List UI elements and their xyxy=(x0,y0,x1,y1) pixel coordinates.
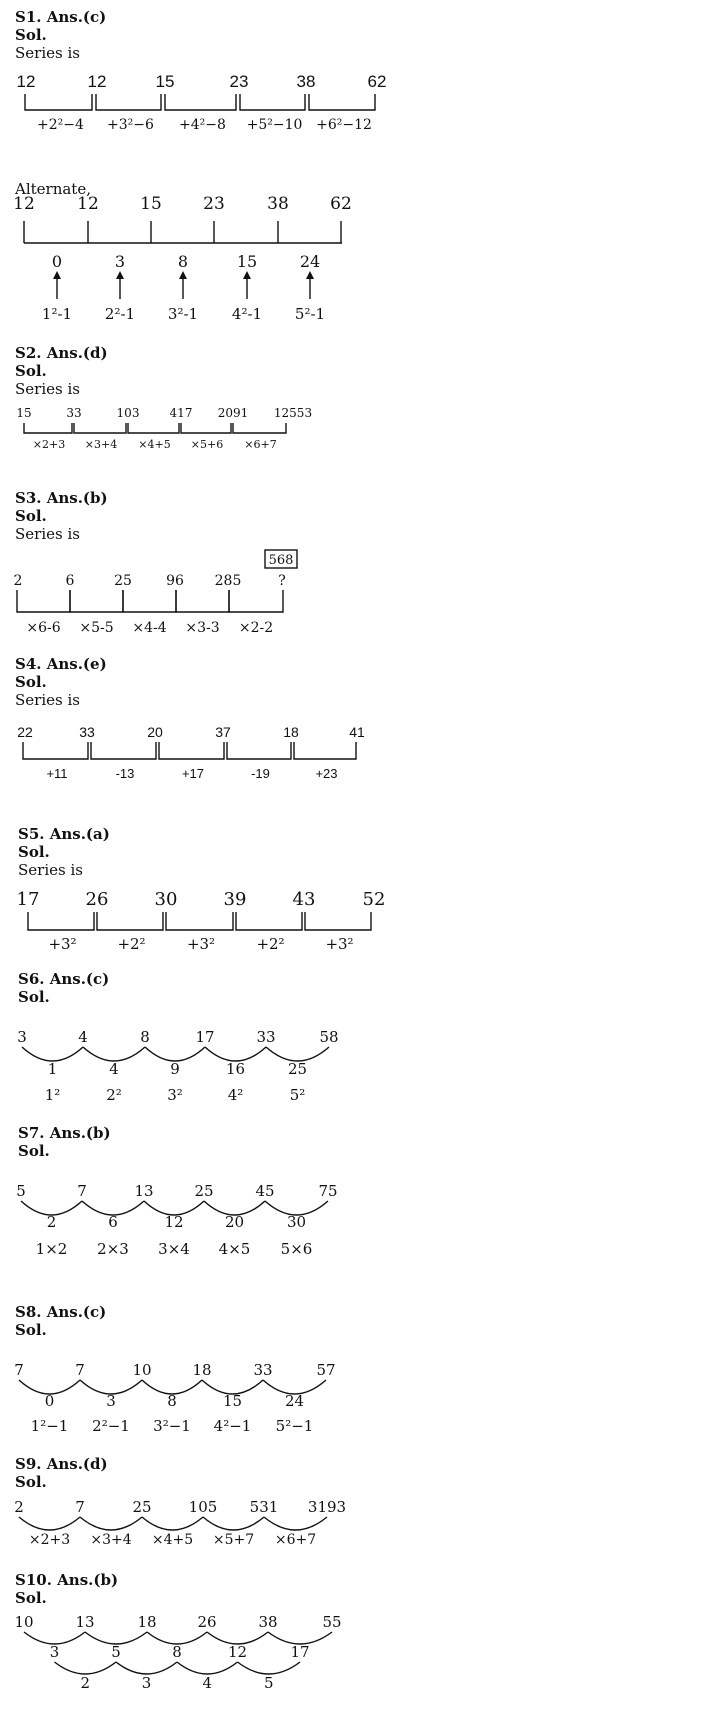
s3-op: ×6-6 xyxy=(26,620,61,636)
s4-op: +23 xyxy=(315,766,338,781)
s3-term: 6 xyxy=(65,573,75,589)
s3-op: ×2-2 xyxy=(238,620,274,636)
s7-expr: 1×2 xyxy=(35,1240,68,1258)
s1-op: +2²−4 xyxy=(37,117,84,133)
s4-answer: S4. Ans.(e) xyxy=(15,655,107,673)
s3-sol: Sol. xyxy=(15,507,47,525)
s8-term: 33 xyxy=(253,1361,273,1379)
s7-answer: S7. Ans.(b) xyxy=(18,1124,111,1142)
s4-bracket xyxy=(227,742,291,759)
s5-op: +3² xyxy=(48,935,77,953)
s10-diff: 17 xyxy=(290,1643,310,1661)
s10-answer: S10. Ans.(b) xyxy=(15,1571,119,1589)
s5-series-is: Series is xyxy=(18,861,83,879)
s8-diff: 0 xyxy=(44,1392,55,1410)
s6-arc xyxy=(83,1047,145,1061)
s1-alt-term: 38 xyxy=(267,194,289,214)
s5-bracket xyxy=(97,912,163,930)
s1-alt-arrow-head xyxy=(179,271,187,279)
s7-expr: 3×4 xyxy=(158,1240,190,1258)
s4-bracket xyxy=(294,742,356,759)
s3-bracket xyxy=(123,590,176,612)
s9-term: 25 xyxy=(132,1498,152,1516)
s1-sol: Sol. xyxy=(15,26,47,44)
s9-op: ×2+3 xyxy=(28,1532,71,1548)
s1-alt-arrow-head xyxy=(53,271,61,279)
s8-diff: 24 xyxy=(284,1392,305,1410)
s8-diff: 15 xyxy=(222,1392,243,1410)
s9-arc xyxy=(264,1517,327,1530)
s5-bracket xyxy=(236,912,302,930)
s10-arc-second xyxy=(177,1662,238,1674)
s7-diff: 20 xyxy=(224,1213,245,1231)
s2-term: 15 xyxy=(16,406,32,420)
s3-bracket xyxy=(17,590,70,612)
s3-term: 2 xyxy=(13,573,23,589)
s10-second-diff: 4 xyxy=(202,1674,213,1692)
s4-term: 22 xyxy=(17,724,33,740)
s3-bracket xyxy=(70,590,123,612)
s1-alt-term: 12 xyxy=(13,194,35,214)
s5-op: +3² xyxy=(325,935,354,953)
s8-expr: 1²−1 xyxy=(30,1417,69,1435)
s2-bracket xyxy=(233,423,286,433)
s9-arc xyxy=(19,1517,80,1530)
s8-expr: 2²−1 xyxy=(92,1417,130,1435)
s1-op: +6²−12 xyxy=(316,117,372,133)
s10-arc-second xyxy=(238,1662,301,1674)
s6-diff: 16 xyxy=(225,1060,246,1078)
s6-term: 17 xyxy=(195,1028,215,1046)
s1-alt-diff: 0 xyxy=(51,252,63,271)
s8-term: 10 xyxy=(132,1361,152,1379)
s1-alt-diff: 8 xyxy=(177,252,189,271)
s2-op: ×2+3 xyxy=(32,438,66,451)
s1-alt-term: 62 xyxy=(330,194,352,214)
s1-term: 23 xyxy=(229,72,249,91)
s6-answer: S6. Ans.(c) xyxy=(18,970,110,988)
s10-diff: 5 xyxy=(111,1643,121,1661)
s3-answer-box-value: 568 xyxy=(268,553,294,568)
s7-term: 45 xyxy=(255,1182,275,1200)
s9-op: ×5+7 xyxy=(212,1532,255,1548)
s5-sol: Sol. xyxy=(18,843,50,861)
s2-term: 33 xyxy=(66,406,82,420)
s2-sol: Sol. xyxy=(15,362,47,380)
s7-sol: Sol. xyxy=(18,1142,50,1160)
s3-term: ? xyxy=(278,573,286,589)
s10-second-diff: 5 xyxy=(263,1674,274,1692)
s9-arc xyxy=(203,1517,264,1530)
s9-term: 105 xyxy=(188,1498,218,1516)
s1-alt-term: 23 xyxy=(203,194,225,214)
s10-second-diff: 3 xyxy=(141,1674,152,1692)
s8-diff: 3 xyxy=(106,1392,116,1410)
s6-term: 8 xyxy=(140,1028,150,1046)
s2-term: 103 xyxy=(116,406,140,420)
s2-bracket xyxy=(74,423,126,433)
s3-bracket xyxy=(229,590,283,612)
s6-term: 33 xyxy=(256,1028,276,1046)
s5-term: 43 xyxy=(292,889,316,910)
s9-term: 2 xyxy=(14,1498,24,1516)
s10-sol: Sol. xyxy=(15,1589,47,1607)
s6-sol: Sol. xyxy=(18,988,50,1006)
s6-arc xyxy=(266,1047,329,1061)
s7-diff: 2 xyxy=(46,1213,57,1231)
s4-sol: Sol. xyxy=(15,673,47,691)
s7-expr: 2×3 xyxy=(97,1240,129,1258)
s3-op: ×4-4 xyxy=(132,620,167,636)
s4-op: -13 xyxy=(115,766,135,781)
s10-term: 13 xyxy=(75,1613,95,1631)
s1-bracket xyxy=(96,94,161,110)
s7-diff: 30 xyxy=(286,1213,307,1231)
s1-alt-arrow-head xyxy=(116,271,124,279)
s2-term: 2091 xyxy=(217,406,249,420)
s2-op: ×6+7 xyxy=(244,438,277,451)
s4-bracket xyxy=(23,742,88,759)
s10-arc-second xyxy=(116,1662,177,1674)
s1-op: +5²−10 xyxy=(246,117,303,133)
s5-op: +2² xyxy=(117,935,146,953)
s9-term: 3193 xyxy=(307,1498,347,1516)
s4-term: 20 xyxy=(147,724,163,740)
s1-alt-diff: 3 xyxy=(114,252,126,271)
s1-term: 15 xyxy=(155,72,175,91)
s9-sol: Sol. xyxy=(15,1473,47,1491)
s10-diff: 3 xyxy=(49,1643,60,1661)
s6-diff: 1 xyxy=(47,1060,58,1078)
s5-term: 26 xyxy=(85,889,109,910)
s6-expr: 5² xyxy=(289,1086,306,1104)
s6-term: 58 xyxy=(319,1028,339,1046)
s1-alt-diff: 15 xyxy=(236,252,258,271)
s7-term: 75 xyxy=(318,1182,338,1200)
s7-term: 13 xyxy=(134,1182,154,1200)
s4-op: -19 xyxy=(251,766,270,781)
s5-term: 17 xyxy=(16,889,40,910)
s1-answer: S1. Ans.(c) xyxy=(15,8,107,26)
s4-bracket xyxy=(91,742,156,759)
s1-alt-arrow-head xyxy=(306,271,314,279)
s10-diff: 12 xyxy=(227,1643,248,1661)
s8-term: 7 xyxy=(14,1361,24,1379)
s1-op: +4²−8 xyxy=(179,117,226,133)
s6-expr: 4² xyxy=(227,1086,244,1104)
s2-series-is: Series is xyxy=(15,380,80,398)
s1-alt-expr: 4²-1 xyxy=(231,305,263,323)
s2-op: ×3+4 xyxy=(84,438,118,451)
s10-term: 55 xyxy=(322,1613,342,1631)
s1-alt-arrow-head xyxy=(243,271,251,279)
s1-alt-expr: 3²-1 xyxy=(167,305,199,323)
s2-op: ×4+5 xyxy=(138,438,171,451)
s8-term: 18 xyxy=(192,1361,212,1379)
s5-answer: S5. Ans.(a) xyxy=(18,825,110,843)
s9-arc xyxy=(142,1517,203,1530)
s7-term: 5 xyxy=(16,1182,26,1200)
s6-expr: 3² xyxy=(167,1086,183,1104)
s10-term: 38 xyxy=(258,1613,278,1631)
s1-alternate: Alternate, xyxy=(15,180,91,198)
s10-arc-second xyxy=(55,1662,117,1674)
s3-bracket xyxy=(176,590,229,612)
s1-bracket xyxy=(309,94,375,110)
s8-diff: 8 xyxy=(167,1392,177,1410)
s6-term: 3 xyxy=(17,1028,27,1046)
s6-diff: 25 xyxy=(287,1060,308,1078)
s4-term: 37 xyxy=(215,724,231,740)
s4-op: +17 xyxy=(181,766,205,781)
s6-arc xyxy=(205,1047,266,1061)
s2-bracket xyxy=(24,423,72,433)
s3-answer: S3. Ans.(b) xyxy=(15,489,108,507)
s10-term: 18 xyxy=(137,1613,157,1631)
s7-diff: 12 xyxy=(164,1213,184,1231)
s5-term: 30 xyxy=(154,889,178,910)
s4-series-is: Series is xyxy=(15,691,80,709)
s3-term: 285 xyxy=(214,573,242,589)
s6-term: 4 xyxy=(78,1028,88,1046)
s3-series-is: Series is xyxy=(15,525,80,543)
s1-bracket xyxy=(25,94,92,110)
s2-term: 417 xyxy=(169,406,193,420)
s4-op: +11 xyxy=(46,766,68,781)
s1-bracket xyxy=(165,94,236,110)
s10-term: 26 xyxy=(197,1613,217,1631)
s8-expr: 4²−1 xyxy=(213,1417,252,1435)
s2-op: ×5+6 xyxy=(190,438,224,451)
s1-term: 12 xyxy=(16,72,36,91)
s7-term: 7 xyxy=(77,1182,87,1200)
s4-term: 33 xyxy=(79,724,95,740)
s1-alt-expr: 2²-1 xyxy=(104,305,136,323)
s3-term: 25 xyxy=(114,573,132,589)
s1-term: 12 xyxy=(87,72,107,91)
s1-alt-expr: 1²-1 xyxy=(41,305,73,323)
s7-diff: 6 xyxy=(108,1213,118,1231)
s10-term: 10 xyxy=(14,1613,34,1631)
s3-term: 96 xyxy=(166,573,184,589)
s6-expr: 1² xyxy=(44,1086,61,1104)
s6-diff: 4 xyxy=(109,1060,119,1078)
s9-answer: S9. Ans.(d) xyxy=(15,1455,108,1473)
s2-term: 12553 xyxy=(273,406,313,420)
s4-bracket xyxy=(159,742,224,759)
s5-term: 39 xyxy=(223,889,247,910)
s8-answer: S8. Ans.(c) xyxy=(15,1303,107,1321)
s1-series-is: Series is xyxy=(15,44,80,62)
s1-alt-term: 12 xyxy=(77,194,99,214)
s4-term: 41 xyxy=(349,724,365,740)
s2-bracket xyxy=(181,423,231,433)
s8-expr: 3²−1 xyxy=(153,1417,191,1435)
s5-op: +2² xyxy=(256,935,285,953)
s9-arc xyxy=(80,1517,142,1530)
s10-diff: 8 xyxy=(172,1643,182,1661)
s1-term: 38 xyxy=(296,72,316,91)
s1-bracket xyxy=(240,94,305,110)
s9-term: 531 xyxy=(249,1498,279,1516)
s6-diff: 9 xyxy=(170,1060,180,1078)
s1-alt-expr: 5²-1 xyxy=(294,305,326,323)
s5-op: +3² xyxy=(186,935,216,953)
s9-op: ×6+7 xyxy=(274,1532,317,1548)
s10-second-diff: 2 xyxy=(80,1674,91,1692)
s5-bracket xyxy=(166,912,233,930)
s2-answer: S2. Ans.(d) xyxy=(15,344,108,362)
s9-op: ×3+4 xyxy=(90,1532,132,1548)
s7-term: 25 xyxy=(194,1182,214,1200)
s5-bracket xyxy=(305,912,371,930)
s6-arc xyxy=(145,1047,205,1061)
s1-alt-term: 15 xyxy=(140,194,162,214)
s8-sol: Sol. xyxy=(15,1321,47,1339)
s3-op: ×5-5 xyxy=(79,620,114,636)
s5-bracket xyxy=(28,912,94,930)
s6-expr: 2² xyxy=(106,1086,122,1104)
s7-expr: 5×6 xyxy=(280,1240,313,1258)
s9-term: 7 xyxy=(75,1498,85,1516)
s2-bracket xyxy=(128,423,179,433)
s1-alt-diff: 24 xyxy=(299,252,321,271)
s3-op: ×3-3 xyxy=(185,620,220,636)
s1-term: 62 xyxy=(367,72,387,91)
s5-term: 52 xyxy=(362,889,386,910)
s1-op: +3²−6 xyxy=(107,117,154,133)
s9-op: ×4+5 xyxy=(151,1532,194,1548)
s4-term: 18 xyxy=(283,724,299,740)
s8-expr: 5²−1 xyxy=(275,1417,314,1435)
s8-term: 7 xyxy=(75,1361,85,1379)
s6-arc xyxy=(22,1047,83,1061)
s7-expr: 4×5 xyxy=(218,1240,251,1258)
s8-term: 57 xyxy=(316,1361,336,1379)
